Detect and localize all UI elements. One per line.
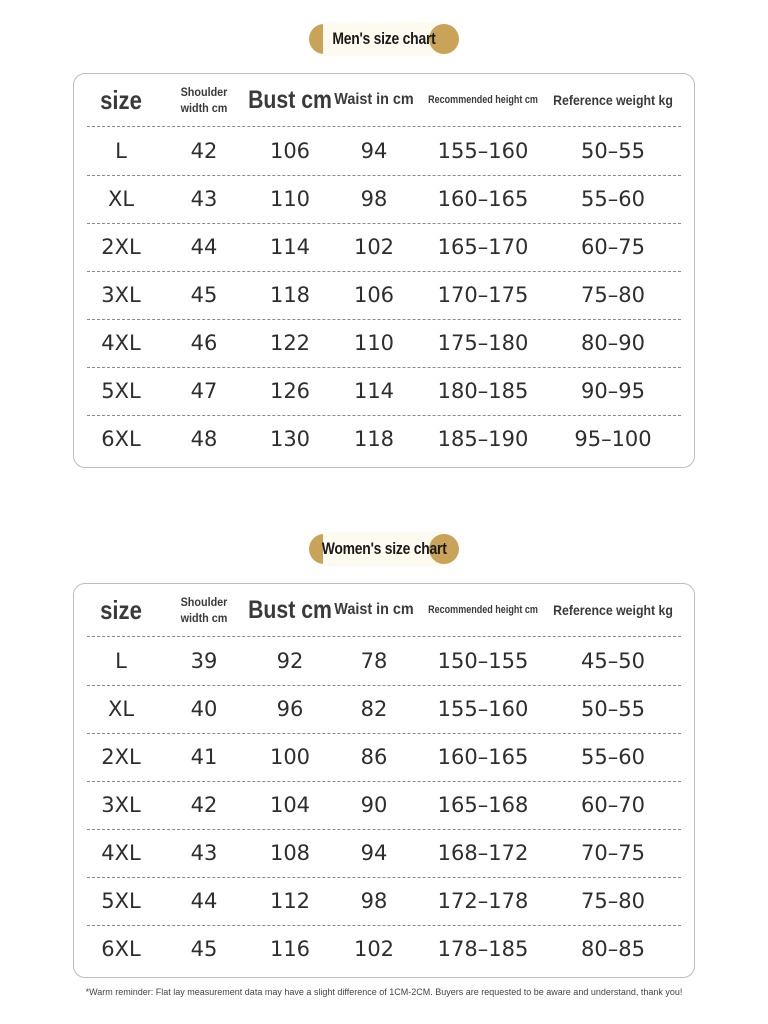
cell-height: 160–165 (437, 187, 529, 211)
cell-shoulder: 46 (190, 331, 218, 355)
table-header-row (87, 584, 681, 637)
cell-weight: 60–70 (581, 793, 645, 817)
cell-weight: 90–95 (581, 379, 645, 403)
cell-waist: 94 (360, 139, 388, 163)
cell-waist: 78 (360, 649, 388, 673)
cell-height: 165–170 (437, 235, 529, 259)
header-shoulder: Shoulder width cm (180, 595, 228, 625)
header-bust: Bust cm (248, 85, 332, 114)
cell-weight: 70–75 (581, 841, 645, 865)
table-row (87, 319, 681, 368)
cell-bust: 108 (269, 841, 311, 865)
cell-waist: 90 (360, 793, 388, 817)
cell-shoulder: 42 (190, 793, 218, 817)
cell-bust: 118 (269, 283, 311, 307)
mens-size-table (73, 73, 695, 468)
cell-height: 170–175 (437, 283, 529, 307)
warm-reminder-footnote: *Warm reminder: Flat lay measurement data may have a slight difference of 1CM-2CM. Buyers are requested to be aware and understand, thank you! (85, 987, 683, 997)
mens-chart-title (309, 22, 459, 56)
header-weight: Reference weight kg (553, 92, 673, 108)
header-weight: Reference weight kg (553, 602, 673, 618)
cell-shoulder: 39 (190, 649, 218, 673)
cell-waist: 110 (353, 331, 395, 355)
cell-shoulder: 48 (190, 427, 218, 451)
table-row (87, 877, 681, 926)
cell-bust: 114 (269, 235, 311, 259)
cell-weight: 80–90 (581, 331, 645, 355)
cell-size: 4XL (101, 331, 141, 355)
cell-height: 175–180 (437, 331, 529, 355)
table-row (87, 415, 681, 463)
header-size: size (100, 84, 142, 115)
cell-bust: 130 (269, 427, 311, 451)
cell-size: 2XL (101, 235, 141, 259)
table-row (87, 367, 681, 416)
cell-bust: 112 (269, 889, 311, 913)
cell-size: XL (107, 697, 135, 721)
cell-weight: 80–85 (581, 937, 645, 961)
cell-waist: 98 (360, 889, 388, 913)
header-height: Recommended height cm (428, 94, 538, 106)
table-row (87, 781, 681, 830)
womens-title-text: Women's size chart (321, 539, 447, 558)
cell-height: 160–165 (437, 745, 529, 769)
header-size: size (100, 594, 142, 625)
header-height: Recommended height cm (428, 604, 538, 616)
cell-shoulder: 41 (190, 745, 218, 769)
cell-shoulder: 45 (190, 937, 218, 961)
cell-shoulder: 44 (190, 889, 218, 913)
cell-size: 5XL (101, 889, 141, 913)
cell-size: 6XL (101, 937, 141, 961)
table-row (87, 637, 681, 686)
cell-bust: 122 (269, 331, 311, 355)
cell-size: 6XL (101, 427, 141, 451)
cell-waist: 102 (353, 235, 395, 259)
cell-height: 155–160 (437, 697, 529, 721)
cell-size: L (115, 649, 127, 673)
cell-size: 4XL (101, 841, 141, 865)
cell-height: 185–190 (437, 427, 529, 451)
womens-chart-title (309, 532, 459, 566)
cell-weight: 75–80 (581, 283, 645, 307)
table-header-row (87, 74, 681, 127)
cell-size: 2XL (101, 745, 141, 769)
cell-height: 168–172 (437, 841, 529, 865)
table-row (87, 271, 681, 320)
cell-waist: 102 (353, 937, 395, 961)
cell-waist: 114 (353, 379, 395, 403)
cell-height: 172–178 (437, 889, 529, 913)
table-row (87, 925, 681, 973)
table-row (87, 127, 681, 176)
cell-height: 155–160 (437, 139, 529, 163)
cell-size: 3XL (101, 793, 141, 817)
table-row (87, 685, 681, 734)
cell-shoulder: 47 (190, 379, 218, 403)
cell-bust: 96 (276, 697, 304, 721)
cell-bust: 106 (269, 139, 311, 163)
cell-size: 3XL (101, 283, 141, 307)
cell-weight: 50–55 (581, 139, 645, 163)
header-waist: Waist in cm (334, 601, 414, 618)
cell-weight: 75–80 (581, 889, 645, 913)
cell-weight: 60–75 (581, 235, 645, 259)
cell-bust: 116 (269, 937, 311, 961)
cell-weight: 45–50 (581, 649, 645, 673)
cell-bust: 104 (269, 793, 311, 817)
cell-waist: 94 (360, 841, 388, 865)
cell-shoulder: 43 (190, 187, 218, 211)
cell-bust: 92 (276, 649, 304, 673)
cell-shoulder: 43 (190, 841, 218, 865)
cell-waist: 82 (360, 697, 388, 721)
header-waist: Waist in cm (334, 91, 414, 108)
cell-weight: 55–60 (581, 187, 645, 211)
header-shoulder: Shoulder width cm (180, 85, 228, 115)
cell-waist: 118 (353, 427, 395, 451)
cell-size: 5XL (101, 379, 141, 403)
cell-shoulder: 44 (190, 235, 218, 259)
mens-title-text: Men's size chart (332, 29, 436, 48)
header-bust: Bust cm (248, 595, 332, 624)
cell-weight: 95–100 (574, 427, 652, 451)
cell-weight: 55–60 (581, 745, 645, 769)
table-row (87, 223, 681, 272)
cell-waist: 86 (360, 745, 388, 769)
cell-size: XL (107, 187, 135, 211)
cell-shoulder: 42 (190, 139, 218, 163)
table-row (87, 733, 681, 782)
cell-height: 150–155 (437, 649, 529, 673)
cell-size: L (115, 139, 127, 163)
cell-bust: 126 (269, 379, 311, 403)
cell-weight: 50–55 (581, 697, 645, 721)
cell-waist: 106 (353, 283, 395, 307)
cell-height: 165–168 (437, 793, 529, 817)
table-row (87, 829, 681, 878)
cell-height: 180–185 (437, 379, 529, 403)
cell-bust: 100 (269, 745, 311, 769)
cell-height: 178–185 (437, 937, 529, 961)
cell-waist: 98 (360, 187, 388, 211)
cell-shoulder: 40 (190, 697, 218, 721)
table-row (87, 175, 681, 224)
womens-size-table (73, 583, 695, 978)
cell-bust: 110 (269, 187, 311, 211)
cell-shoulder: 45 (190, 283, 218, 307)
